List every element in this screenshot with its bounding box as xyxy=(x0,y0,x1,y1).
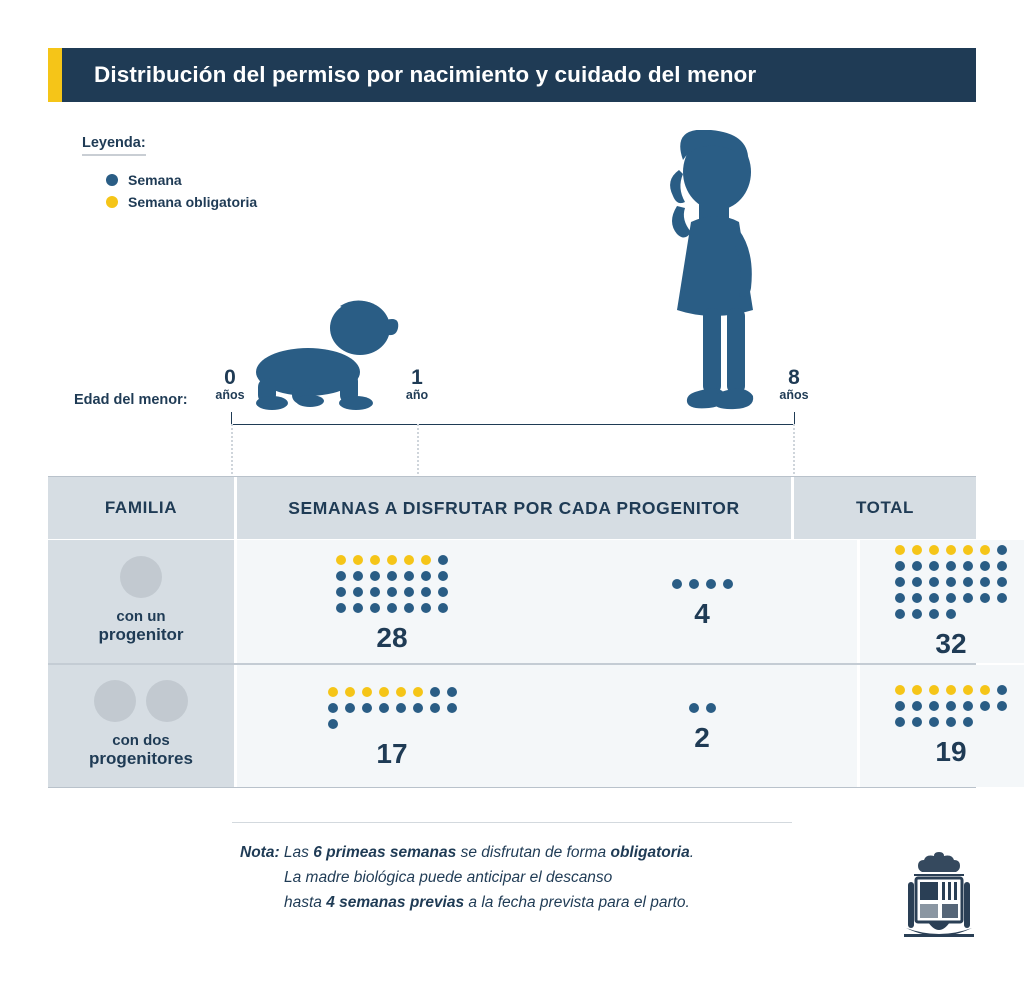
note-emphasis: 4 semanas previas xyxy=(326,894,465,911)
girl-silhouette-icon xyxy=(655,130,775,425)
week-dot xyxy=(672,579,682,589)
mandatory-week-dot xyxy=(345,687,355,697)
week-dot xyxy=(396,703,406,713)
parent-circle-icon xyxy=(146,680,188,722)
week-dot xyxy=(980,701,990,711)
weeks-group-after-year xyxy=(547,665,857,787)
week-dot xyxy=(336,571,346,581)
week-dot xyxy=(980,577,990,587)
week-dot xyxy=(963,561,973,571)
baby-silhouette-icon xyxy=(248,300,408,415)
axis-tick-unit: años xyxy=(215,388,245,402)
week-dot xyxy=(895,593,905,603)
week-dot xyxy=(387,603,397,613)
table-row xyxy=(48,539,976,663)
note-text: hasta xyxy=(284,894,327,911)
week-dot xyxy=(370,587,380,597)
note-emphasis: obligatoria xyxy=(610,844,690,861)
week-dot xyxy=(929,609,939,619)
week-dot xyxy=(336,603,346,613)
dot-grid xyxy=(336,555,448,613)
mandatory-week-dot xyxy=(963,545,973,555)
week-dot xyxy=(379,703,389,713)
mandatory-week-dot xyxy=(379,687,389,697)
mandatory-week-dot xyxy=(963,685,973,695)
note-divider xyxy=(232,822,792,823)
axis-tick-1 xyxy=(387,368,447,402)
mandatory-week-dot xyxy=(362,687,372,697)
week-dot xyxy=(328,703,338,713)
week-dot xyxy=(929,717,939,727)
legend-item-semana xyxy=(106,172,257,188)
mandatory-week-dot xyxy=(353,555,363,565)
week-dot xyxy=(946,593,956,603)
mandatory-week-dot xyxy=(421,555,431,565)
note-text: Las xyxy=(279,844,314,861)
column-header-familia: FAMILIA xyxy=(104,498,178,517)
week-dot xyxy=(895,577,905,587)
mandatory-week-dot xyxy=(895,545,905,555)
week-dot xyxy=(946,717,956,727)
mandatory-week-dot xyxy=(980,545,990,555)
note-emphasis: 6 primeas semanas xyxy=(313,844,457,861)
note-line-2: La madre biológica puede anticipar el descanso xyxy=(284,869,613,886)
week-dot xyxy=(963,577,973,587)
age-axis-label: Edad del menor: xyxy=(74,392,188,408)
parent-circle-icon xyxy=(120,556,162,598)
family-label-line1: con dos xyxy=(112,732,170,749)
page-title: Distribución del permiso por nacimiento y cuidado del menor xyxy=(94,62,757,87)
total-cell xyxy=(860,540,1024,663)
total-value: 19 xyxy=(935,736,967,767)
mandatory-week-dot xyxy=(413,687,423,697)
header-accent-bar xyxy=(48,48,62,102)
circle-icon xyxy=(106,196,118,208)
table-header-row xyxy=(48,477,976,539)
week-dot xyxy=(404,571,414,581)
week-dot xyxy=(963,593,973,603)
spain-coat-of-arms-icon xyxy=(898,848,980,949)
mandatory-week-dot xyxy=(328,687,338,697)
week-dot xyxy=(963,701,973,711)
weeks-value: 2 xyxy=(694,722,710,753)
legend-item-label: Semana obligatoria xyxy=(128,194,258,210)
week-dot xyxy=(404,603,414,613)
family-label-line2: progenitor xyxy=(98,624,184,644)
week-dot xyxy=(447,703,457,713)
dot-grid xyxy=(895,545,1007,619)
week-dot xyxy=(421,571,431,581)
weeks-value: 4 xyxy=(694,597,710,629)
week-dot xyxy=(706,703,716,713)
week-dot xyxy=(997,545,1007,555)
week-dot xyxy=(387,571,397,581)
week-dot xyxy=(912,717,922,727)
week-dot xyxy=(689,579,699,589)
week-dot xyxy=(438,571,448,581)
week-dot xyxy=(929,701,939,711)
mandatory-week-dot xyxy=(404,555,414,565)
total-value: 32 xyxy=(935,627,967,659)
week-dot xyxy=(421,603,431,613)
legend-item-label: Semana xyxy=(128,172,182,188)
week-dot xyxy=(689,703,699,713)
week-dot xyxy=(997,577,1007,587)
week-dot xyxy=(946,609,956,619)
week-dot xyxy=(912,701,922,711)
table-row xyxy=(48,663,976,787)
family-label xyxy=(99,608,184,644)
mandatory-week-dot xyxy=(946,685,956,695)
family-label xyxy=(89,732,193,768)
weeks-group-first-year xyxy=(237,540,547,663)
week-dot xyxy=(387,587,397,597)
week-dot xyxy=(353,603,363,613)
week-dot xyxy=(912,609,922,619)
week-dot xyxy=(404,587,414,597)
week-dot xyxy=(929,593,939,603)
week-dot xyxy=(328,719,338,729)
axis-guide-0 xyxy=(231,424,233,474)
parent-circle-icon xyxy=(94,680,136,722)
dot-grid xyxy=(328,687,457,729)
week-dot xyxy=(895,701,905,711)
weeks-group-after-year xyxy=(547,540,857,663)
axis-guide-8 xyxy=(793,424,795,474)
axis-line xyxy=(231,424,794,425)
week-dot xyxy=(447,687,457,697)
week-dot xyxy=(963,717,973,727)
week-dot xyxy=(353,571,363,581)
weeks-cell xyxy=(234,665,860,787)
mandatory-week-dot xyxy=(895,685,905,695)
week-dot xyxy=(353,587,363,597)
week-dot xyxy=(929,561,939,571)
week-dot xyxy=(421,587,431,597)
weeks-value: 28 xyxy=(376,621,408,653)
legend-title: Leyenda: xyxy=(82,135,146,156)
weeks-cell xyxy=(234,540,860,663)
week-dot xyxy=(929,577,939,587)
parent-icons xyxy=(94,680,188,722)
axis-cap-left xyxy=(231,412,232,424)
axis-cap-right xyxy=(794,412,795,424)
mandatory-week-dot xyxy=(387,555,397,565)
week-dot xyxy=(997,685,1007,695)
mandatory-week-dot xyxy=(396,687,406,697)
week-dot xyxy=(980,593,990,603)
axis-tick-number: 8 xyxy=(788,366,800,389)
legend xyxy=(82,134,257,210)
weeks-group-first-year xyxy=(237,665,547,787)
week-dot xyxy=(997,561,1007,571)
week-dot xyxy=(997,593,1007,603)
week-dot xyxy=(895,561,905,571)
axis-guide-1 xyxy=(417,424,419,474)
parent-icons xyxy=(120,556,162,598)
axis-tick-number: 0 xyxy=(224,366,236,389)
axis-tick-number: 1 xyxy=(411,366,423,389)
week-dot xyxy=(912,577,922,587)
axis-tick-unit: año xyxy=(405,388,429,402)
mandatory-week-dot xyxy=(370,555,380,565)
week-dot xyxy=(430,687,440,697)
week-dot xyxy=(912,561,922,571)
note-text: a la fecha prevista para el parto. xyxy=(464,894,690,911)
week-dot xyxy=(946,701,956,711)
weeks-value: 17 xyxy=(376,738,408,769)
mandatory-week-dot xyxy=(912,685,922,695)
note-line-1 xyxy=(240,840,832,865)
week-dot xyxy=(345,703,355,713)
family-cell xyxy=(48,540,234,663)
mandatory-week-dot xyxy=(929,545,939,555)
week-dot xyxy=(980,561,990,571)
week-dot xyxy=(895,609,905,619)
week-dot xyxy=(362,703,372,713)
note-line-3 xyxy=(284,890,832,915)
dot-grid xyxy=(689,703,716,713)
axis-tick-8 xyxy=(764,368,824,402)
family-label-line2: progenitores xyxy=(89,749,193,768)
week-dot xyxy=(723,579,733,589)
week-dot xyxy=(706,579,716,589)
note-text: se disfrutan de forma xyxy=(456,844,611,861)
week-dot xyxy=(997,701,1007,711)
note-text: . xyxy=(689,844,695,861)
week-dot xyxy=(946,561,956,571)
mandatory-week-dot xyxy=(929,685,939,695)
legend-item-semana-obligatoria xyxy=(106,194,257,210)
week-dot xyxy=(336,587,346,597)
column-header-total: TOTAL xyxy=(855,498,915,517)
axis-tick-unit: años xyxy=(779,388,809,402)
week-dot xyxy=(370,603,380,613)
week-dot xyxy=(438,555,448,565)
dot-grid xyxy=(672,579,733,589)
mandatory-week-dot xyxy=(980,685,990,695)
circle-icon xyxy=(106,174,118,186)
note-block xyxy=(232,840,832,915)
mandatory-week-dot xyxy=(946,545,956,555)
week-dot xyxy=(413,703,423,713)
mandatory-week-dot xyxy=(336,555,346,565)
page-header xyxy=(48,48,976,102)
week-dot xyxy=(430,703,440,713)
family-label-line1: con un xyxy=(116,607,166,625)
mandatory-week-dot xyxy=(912,545,922,555)
week-dot xyxy=(438,587,448,597)
family-cell xyxy=(48,665,234,787)
week-dot xyxy=(370,571,380,581)
column-header-semanas: SEMANAS A DISFRUTAR POR CADA PROGENITOR xyxy=(234,477,794,539)
axis-tick-0 xyxy=(200,368,260,402)
week-dot xyxy=(438,603,448,613)
dot-grid xyxy=(895,685,1007,727)
header-bar xyxy=(62,48,976,102)
distribution-table xyxy=(48,476,976,788)
note-prefix: Nota: xyxy=(240,844,280,861)
week-dot xyxy=(912,593,922,603)
week-dot xyxy=(895,717,905,727)
week-dot xyxy=(946,577,956,587)
total-cell xyxy=(860,665,1024,787)
